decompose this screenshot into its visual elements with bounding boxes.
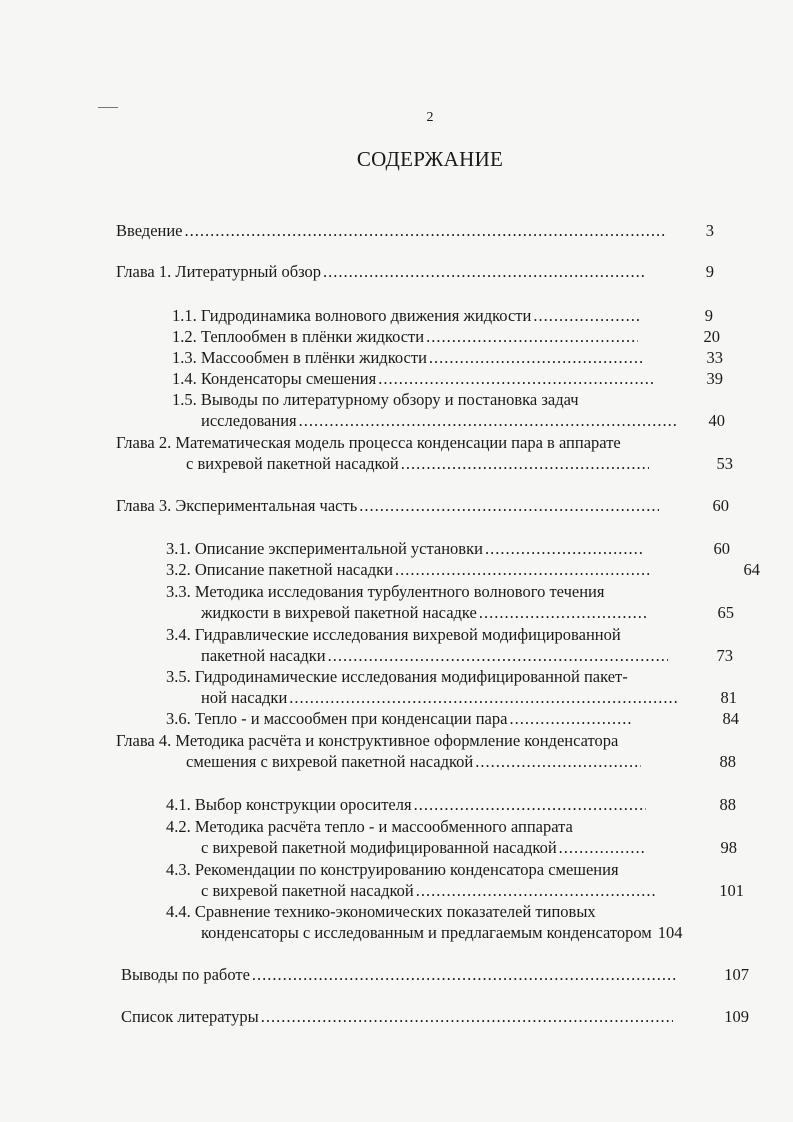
toc-entry-chapter-2-line-2 — [186, 454, 733, 474]
toc-entry-text: 3.3. Методика исследования турбулентного волнового течения — [166, 582, 605, 601]
toc-entry-section-4-3-line-1 — [166, 860, 736, 880]
toc-entry-chapter-3 — [116, 496, 729, 516]
toc-entry-text: 4.1. Выбор конструкции оросителя — [166, 795, 412, 814]
toc-leader-dots — [395, 560, 651, 580]
toc-leader-dots — [416, 881, 656, 901]
toc-entry-section-4-4-line-1 — [166, 902, 736, 922]
toc-entry-text: 1.2. Теплообмен в плёнки жидкости — [172, 327, 425, 346]
toc-page-number: 39 — [706, 369, 723, 388]
toc-page-number: 20 — [703, 327, 720, 346]
toc-entry-text: Глава 1. Литературный обзор — [116, 262, 322, 281]
toc-entry-text: Глава 2. Математическая модель процесса конденсации пара в аппарате — [116, 433, 621, 452]
toc-page-number: 60 — [713, 539, 730, 558]
toc-leader-dots — [479, 603, 649, 623]
toc-entry-introduction — [116, 221, 714, 241]
toc-entry-section-3-2 — [166, 560, 760, 580]
toc-entry-text: пакетной насадки — [201, 646, 326, 665]
toc-page-number: 9 — [705, 262, 714, 281]
toc-entry-section-4-4-line-2 — [201, 923, 753, 943]
toc-leader-dots — [475, 752, 641, 772]
toc-entry-section-1-1 — [172, 306, 713, 326]
toc-entry-chapter-1 — [116, 262, 714, 282]
toc-entry-section-3-4-line-1 — [166, 625, 732, 645]
toc-entry-text: 4.4. Сравнение технико-экономических показателей типовых — [166, 902, 596, 921]
toc-leader-dots — [426, 327, 638, 347]
toc-page-number: 98 — [720, 838, 737, 857]
toc-entry-text: ной насадки — [201, 688, 288, 707]
toc-entry-section-3-5-line-1 — [166, 667, 732, 687]
toc-entry-section-3-5-line-2 — [201, 688, 737, 708]
toc-entry-text: Введение — [116, 221, 183, 240]
toc-page-number: 109 — [724, 1007, 749, 1026]
toc-entry-section-4-1 — [166, 795, 736, 815]
toc-leader-dots — [299, 411, 679, 431]
toc-entry-text: 3.1. Описание экспериментальной установки — [166, 539, 483, 558]
scan-artifact-mark — [98, 107, 118, 108]
toc-entry-text: жидкости в вихревой пакетной насадке — [201, 603, 477, 622]
toc-entry-text: 1.1. Гидродинамика волнового движения жидкости — [172, 306, 532, 325]
toc-entry-chapter-4-line-2 — [186, 752, 736, 772]
toc-entry-section-3-3-line-1 — [166, 582, 732, 602]
toc-entry-section-1-4 — [172, 369, 723, 389]
toc-entry-text: с вихревой пакетной насадкой — [201, 881, 414, 900]
toc-entry-text: 1.5. Выводы по литературному обзору и постановка задач — [172, 390, 579, 409]
page-number: 2 — [426, 110, 434, 125]
page-title: СОДЕРЖАНИЕ — [356, 147, 504, 171]
toc-entry-section-4-3-line-2 — [201, 881, 744, 901]
toc-entry-text: 1.4. Конденсаторы смешения — [172, 369, 377, 388]
toc-entry-text: смешения с вихревой пакетной насадкой — [186, 752, 474, 771]
toc-entry-references — [121, 1007, 749, 1027]
toc-page-number: 64 — [743, 560, 760, 579]
toc-leader-dots — [328, 646, 668, 666]
toc-entry-text: Выводы по работе — [121, 965, 250, 984]
toc-entry-section-3-6 — [166, 709, 739, 729]
toc-entry-text: 3.2. Описание пакетной насадки — [166, 560, 393, 579]
toc-entry-text: с вихревой пакетной насадкой — [186, 454, 399, 473]
toc-entry-text: 3.5. Гидродинамические исследования модифицированной пакет- — [166, 667, 628, 686]
toc-page-number: 33 — [706, 348, 723, 367]
toc-page-number: 40 — [708, 411, 725, 430]
toc-entry-section-1-3 — [172, 348, 723, 368]
toc-entry-text: 4.3. Рекомендации по конструированию конденсатора смешения — [166, 860, 619, 879]
toc-entry-section-3-1 — [166, 539, 730, 559]
toc-page-number: 53 — [716, 454, 733, 473]
toc-leader-dots — [414, 795, 646, 815]
toc-leader-dots — [289, 688, 679, 708]
toc-page-number: 60 — [712, 496, 729, 515]
toc-entry-section-1-5-line-2 — [201, 411, 725, 431]
toc-leader-dots — [485, 539, 645, 559]
toc-leader-dots — [429, 348, 645, 368]
toc-page-number: 88 — [719, 752, 736, 771]
toc-entry-text: Глава 3. Экспериментальная часть — [116, 496, 358, 515]
toc-entry-chapter-4-line-1 — [116, 731, 746, 751]
toc-entry-section-3-4-line-2 — [201, 646, 733, 666]
toc-page-number: 104 — [657, 923, 683, 942]
toc-page-number: 84 — [722, 709, 739, 728]
toc-entry-conclusions — [121, 965, 749, 985]
toc-entry-text: Список литературы — [121, 1007, 259, 1026]
toc-entry-section-3-3-line-2 — [201, 603, 734, 623]
toc-page-number: 101 — [719, 881, 744, 900]
toc-leader-dots — [509, 709, 633, 729]
toc-page-number: 65 — [717, 603, 734, 622]
toc-entry-chapter-2-line-1 — [116, 433, 736, 453]
toc-leader-dots — [378, 369, 654, 389]
toc-page-number: 3 — [705, 221, 714, 240]
toc-entry-section-1-2 — [172, 327, 720, 347]
toc-page-number: 107 — [724, 965, 749, 984]
toc-entry-text: 3.4. Гидравлические исследования вихревой модифицированной — [166, 625, 621, 644]
toc-page-number: 9 — [704, 306, 713, 325]
toc-leader-dots — [533, 306, 641, 326]
toc-entry-section-1-5-line-1 — [172, 390, 723, 410]
toc-entry-text: 3.6. Тепло - и массообмен при конденсации пара — [166, 709, 508, 728]
toc-entry-text: 1.3. Массообмен в плёнки жидкости — [172, 348, 427, 367]
toc-entry-text: исследования — [201, 411, 297, 430]
toc-leader-dots — [185, 221, 667, 241]
toc-page-number: 88 — [719, 795, 736, 814]
toc-entry-text: Глава 4. Методика расчёта и конструктивное оформление конденсатора — [116, 731, 619, 750]
toc-leader-dots — [359, 496, 659, 516]
toc-leader-dots — [261, 1007, 673, 1027]
toc-entry-text: конденсаторы с исследованным и предлагаемым конденсатором — [201, 923, 652, 942]
toc-leader-dots — [401, 454, 649, 474]
toc-leader-dots — [559, 838, 647, 858]
toc-entry-section-4-2-line-1 — [166, 817, 736, 837]
toc-leader-dots — [252, 965, 676, 985]
toc-entry-section-4-2-line-2 — [201, 838, 737, 858]
toc-leader-dots — [323, 262, 647, 282]
toc-page-number: 73 — [716, 646, 733, 665]
toc-entry-text: с вихревой пакетной модифицированной насадкой — [201, 838, 557, 857]
toc-entry-text: 4.2. Методика расчёта тепло - и массообменного аппарата — [166, 817, 573, 836]
toc-page-number: 81 — [720, 688, 737, 707]
